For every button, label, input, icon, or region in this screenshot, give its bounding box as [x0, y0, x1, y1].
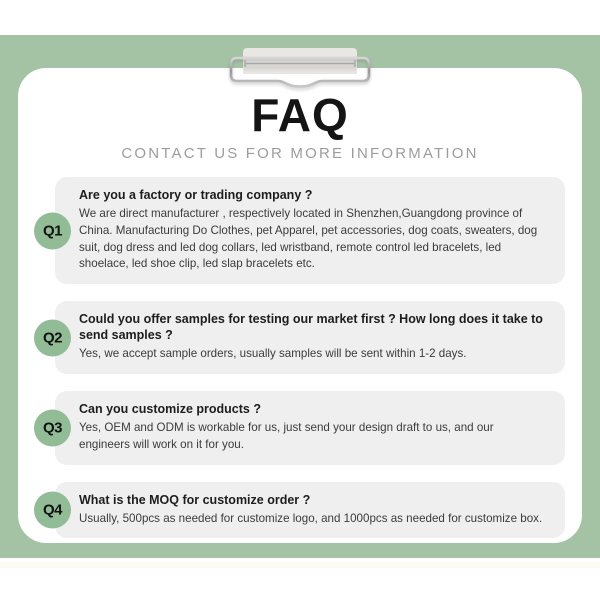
clipboard-clip-icon: [228, 55, 372, 89]
question-badge: Q1: [34, 212, 71, 249]
page-title: FAQ: [251, 89, 349, 141]
question-badge: Q2: [34, 319, 71, 356]
faq-item: [42, 301, 565, 374]
answer-text: Usually, 500pcs as needed for customize logo, and 1000pcs as needed for customize box.: [79, 511, 543, 525]
page-subtitle: CONTACT US FOR MORE INFORMATION: [121, 145, 479, 162]
question-text: What is the MOQ for customize order ?: [79, 492, 311, 507]
faq-item: [42, 177, 565, 284]
question-text: Could you offer samples for testing our market first ? How long does it take to send samples ?: [79, 312, 543, 343]
answer-text: We are direct manufacturer , respectively located in Shenzhen,Guangdong province of China. Manufacturing Do Clothes, pet Apparel, pet accessories, dog coats, sweaters, dog suit, dog dress and led dog collars, led wristband, remote control led bracelets, led shoelace, led shoe clip, led slap bracelets etc.: [79, 207, 538, 271]
question-text: Can you customize products ?: [79, 401, 261, 416]
bottom-divider-line: [0, 562, 600, 568]
question-badge: Q4: [34, 491, 71, 528]
answer-text: Yes, OEM and ODM is workable for us, just send your design draft to us, and our engineers will work on it for you.: [79, 420, 494, 451]
faq-item: [42, 391, 565, 465]
faq-list: [18, 177, 582, 538]
faq-item: [42, 482, 565, 539]
question-text: Are you a factory or trading company ?: [79, 188, 313, 202]
answer-text: Yes, we accept sample orders, usually samples will be sent within 1-2 days.: [79, 347, 467, 361]
clipboard-card: [18, 68, 582, 543]
question-badge: Q3: [34, 409, 71, 446]
